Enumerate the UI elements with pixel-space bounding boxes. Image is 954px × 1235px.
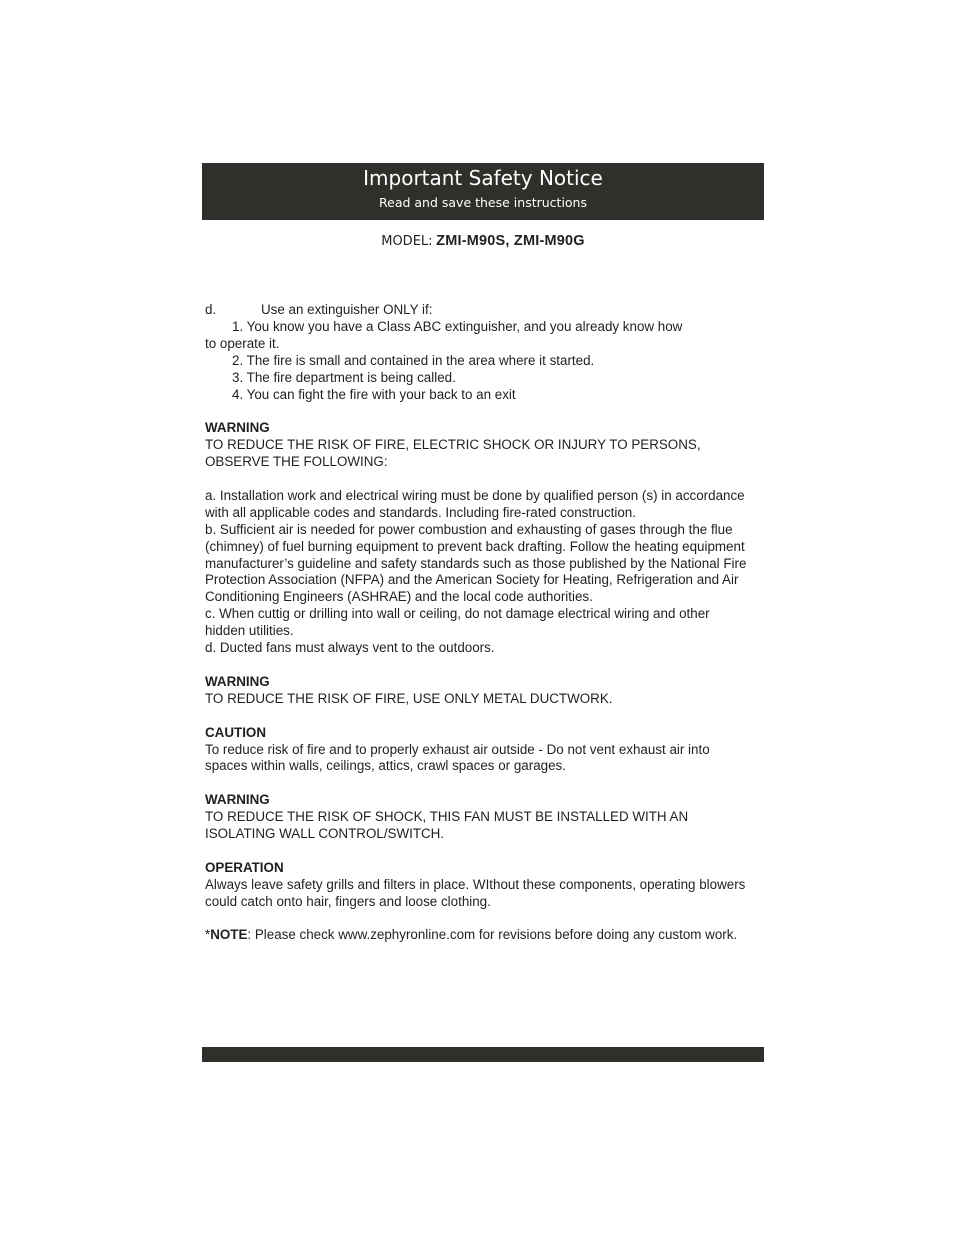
- extinguisher-intro: [205, 302, 750, 319]
- model-label: MODEL:: [381, 234, 433, 249]
- extinguisher-item-1-cont: to operate it.: [205, 335, 280, 351]
- page-subtitle: Read and save these instructions: [379, 195, 587, 210]
- model-value: ZMI-M90S, ZMI-M90G: [436, 233, 585, 249]
- installation-item-d: d. Ducted fans must always vent to the outdoors.: [205, 640, 495, 656]
- extinguisher-item-2: 2. The fire is small and contained in the area where it started.: [232, 352, 595, 368]
- page-title: Important Safety Notice: [363, 166, 603, 190]
- warning-text-2: TO REDUCE THE RISK OF FIRE, USE ONLY METAL DUCTWORK.: [205, 690, 613, 706]
- warning-text-3: TO REDUCE THE RISK OF SHOCK, THIS FAN MUST BE INSTALLED WITH AN ISOLATING WALL CONTROL/SWITCH.: [205, 809, 689, 842]
- header-banner: [202, 163, 764, 220]
- notice-body: [205, 302, 750, 944]
- extinguisher-label: d.: [205, 302, 217, 317]
- caution-text: To reduce risk of fire and to properly exhaust air outside - Do not vent exhaust air into spaces within walls, ceilings, attics, crawl spaces or garages.: [205, 741, 710, 774]
- extinguisher-item-1: 1. You know you have a Class ABC extinguisher, and you already know how: [232, 318, 683, 334]
- warning-text-1: TO REDUCE THE RISK OF FIRE, ELECTRIC SHOCK OR INJURY TO PERSONS, OBSERVE THE FOLLOWING:: [205, 437, 701, 470]
- operation-heading: OPERATION: [205, 859, 284, 875]
- extinguisher-intro-text: Use an extinguisher ONLY if:: [261, 302, 433, 317]
- note-prefix: *: [205, 927, 211, 943]
- installation-item-c: c. When cuttig or drilling into wall or ceiling, do not damage electrical wiring and other hidden utilities.: [205, 606, 710, 639]
- operation-text: Always leave safety grills and filters in place. WIthout these components, operating blowers could catch onto hair, fingers and loose clothing.: [205, 876, 746, 909]
- installation-item-b: b. Sufficient air is needed for power combustion and exhausting of gases through the flue (chimney) of fuel burning equipment to prevent back drafting. Follow the heating equipment manufacturer’s guideline and safety standards such as those published by the National Fire Protection Association (NFPA) and the American Society for Heating, Refrigeration and Air Conditioning Engineers (ASHRAE) and the local code authorities.: [205, 521, 747, 605]
- note-label: NOTE: [210, 927, 248, 943]
- extinguisher-item-3: 3. The fire department is being called.: [232, 369, 456, 385]
- warning-heading-3: WARNING: [205, 792, 270, 808]
- extinguisher-item-4: 4. You can fight the fire with your back to an exit: [232, 386, 516, 402]
- model-line: [202, 231, 764, 252]
- caution-heading: CAUTION: [205, 724, 266, 740]
- warning-heading-1: WARNING: [205, 420, 270, 436]
- warning-heading-2: WARNING: [205, 673, 270, 689]
- installation-item-a: a. Installation work and electrical wiring must be done by qualified person (s) in accordance with all applicable codes and standards. Including fire-rated construction.: [205, 487, 745, 520]
- note-paragraph: [205, 927, 750, 944]
- footer-bar: [202, 1047, 764, 1062]
- note-text: : Please check www.zephyronline.com for revisions before doing any custom work.: [247, 927, 738, 943]
